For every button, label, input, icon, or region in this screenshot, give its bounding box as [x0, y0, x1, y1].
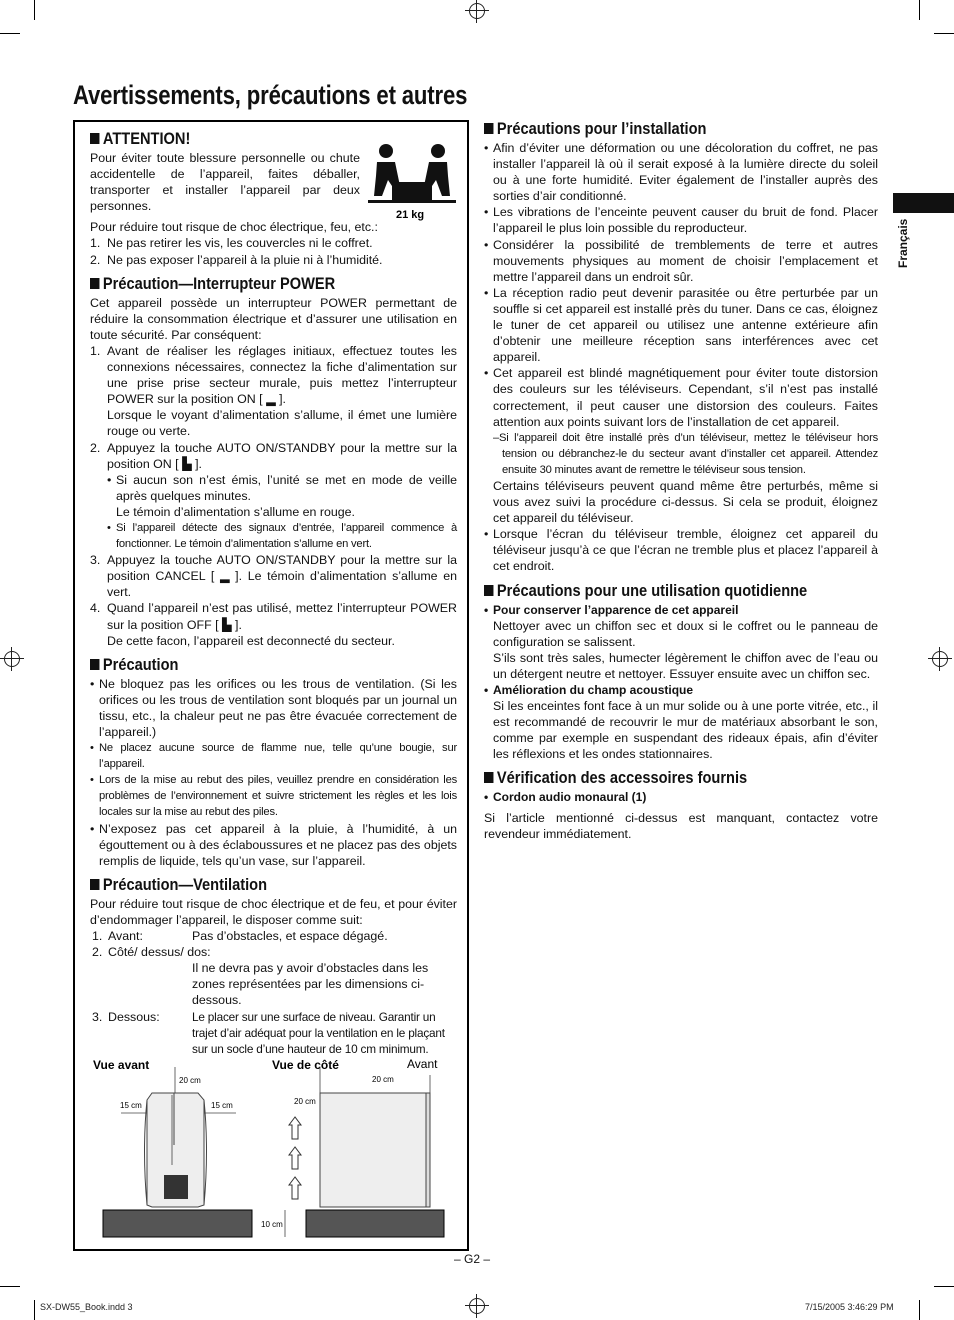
front-view-base	[103, 1210, 252, 1237]
row-value: Pas d’obstacles, et espace dégagé.	[192, 929, 388, 944]
base-height-label: 10 cm	[261, 1220, 283, 1229]
paragraph: S’ils sont très sales, humecter légèrement le chiffon avec de l’eau ou un détergent neutre et nettoyer. Essuyer ensuite avec un chiffon sec.	[493, 650, 878, 681]
precaution-heading: Précaution	[90, 655, 406, 675]
square-bullet-icon	[484, 123, 493, 134]
power-intro: Cet appareil possède un interrupteur POWER permettant de réduire la consommation électrique et d’assurer une utilisation en toute sécurité. Par conséquent:	[90, 295, 457, 342]
front-view-speaker	[121, 1067, 236, 1207]
square-bullet-icon	[484, 772, 493, 783]
side-view-speaker	[320, 1067, 430, 1207]
right-clearance-label: 15 cm	[211, 1101, 233, 1110]
ventilation-diagram	[90, 1055, 452, 1245]
front-view-label: Vue avant	[93, 1058, 150, 1072]
airflow-arrows-icon	[289, 1117, 301, 1199]
daily-use-section	[484, 581, 878, 763]
list-item: • Lors de la mise au rebut des piles, veuillez prendre en considération les problèmes de l’environnement et suivre strictement les règles et les lois locales sur la mise au rebut des piles.	[90, 772, 457, 820]
accessories-heading: Vérification des accessoires fournis	[484, 768, 823, 788]
note-text: –Si l’appareil doit être installé près d’un téléviseur, mettez le téléviseur hors tension ou débranchez-le du secteur avant d’installer cet appareil. Attendez ensuite 30 minutes avant de remettre le téléviseur sous tension.	[493, 431, 878, 476]
attention-section	[90, 129, 457, 268]
crop-mark	[34, 1300, 35, 1320]
ventilation-table: 1. Avant: Pas d’obstacles, et espace dégagé. 2. Côté/ dessus/ dos: Il ne devra pas y avoir d’obstacles dans les zones représentées par les dimensions ci-dessous. 3. Dessous: Le placer sur une surface de niveau. Garantir un trajet d’air adéquat pour la ventilation en le plaçant sur un socle d’une hauteur de 10 cm minimum.	[90, 928, 457, 1057]
square-bullet-icon	[90, 659, 99, 670]
note-text: Certains téléviseurs peuvent quand même être perturbés, même si vous avez suivi la procédure ci-dessus. Si cela se produit, éloignez cet appareil du téléviseur.	[493, 478, 878, 526]
attention-heading: ATTENTION!	[90, 129, 406, 149]
list-item: 3. Appuyez la touche AUTO ON/STANDBY pour la mettre sur la position CANCEL [ ▂ ]. Le témoin d’alimentation s’allume en vert.	[90, 553, 457, 600]
page-title: Avertissements, précautions et autres	[73, 80, 468, 110]
weight-label: 21 kg	[396, 209, 425, 221]
power-off-symbol-icon: ▙	[222, 617, 232, 632]
attention-text-2: Pour réduire tout risque de choc électrique, feu, etc.:	[90, 220, 378, 235]
ventilation-intro: Pour réduire tout risque de choc électrique et de feu, et pour éviter d’endommager l’appareil, le disposer comme suit:	[90, 896, 457, 927]
list-item: • Cet appareil est blindé magnétiquement pour éviter toute distorsion des couleurs sur les téléviseurs. Cependant, s’il n’est pas installé correctement, il peut causer une distorsion des couleurs. Faites attention aux points suivant lors de l’installation de cet appareil. –Si l’appareil doit être installé près d’un téléviseur, mettez le téléviseur hors tension ou débranchez-le du secteur avant d’installer cet appareil. Attendez ensuite 30 minutes avant de remettre le téléviseur sous tension. Certains téléviseurs peuvent quand même être perturbés, même si vous avez suivi la procédure ci-dessus. Si cela se produit, éloignez cet appareil du téléviseur.	[484, 365, 878, 526]
row-value: Le placer sur une surface de niveau. Garantir un trajet d’air adéquat pour la ventilation en le plaçant sur un socle d’une hauteur de 10 cm minimum.	[192, 1009, 445, 1056]
footer-file: SX-DW55_Book.indd 3	[40, 1302, 133, 1312]
row-label: Côté/ dessus/ dos:	[108, 945, 211, 960]
front-direction-label: Avant	[407, 1057, 438, 1071]
list-item: 2. Ne pas exposer l’appareil à la pluie ni à l’humidité.	[90, 252, 383, 267]
list-item: 2. Appuyez la touche AUTO ON/STANDBY pour la mettre sur la position ON [ ▙ ]. • Si aucun son n’est émis, l’unité se met en mode de veille après quelques minutes. Le témoin d’alimentation s’allume en rouge. • Si l’appareil détecte des signaux d’entrée, l’appareil commence à fonctionner. Le témoin d’alimentation s’allume en vert.	[90, 440, 457, 553]
language-label: Français	[896, 218, 910, 268]
registration-mark-icon	[932, 651, 948, 667]
ventilation-section	[90, 875, 457, 1057]
registration-mark-icon	[4, 651, 20, 667]
list-item: 4. Quand l’appareil n’est pas utilisé, mettez l’interrupteur POWER sur la position OFF [ ▙ ]. De cette facon, l’appareil est deconnecté du secteur.	[90, 601, 457, 648]
list-item: • Ne placez aucune source de flamme nue, telle qu’une bougie, sur l’appareil.	[90, 740, 457, 772]
crop-mark	[0, 33, 20, 34]
language-tab	[893, 193, 954, 213]
square-bullet-icon	[90, 278, 99, 289]
side-view-label: Vue de côté	[272, 1058, 339, 1072]
list-item: 1. Avant de réaliser les réglages initiaux, effectuez toutes les connexions nécessaires, connectez la fiche d’alimentation sur une prise prise secteur murale, puis mettez l’interrupteur POWER sur la position ON [ ▂ ]. Lorsque le voyant d’alimentation s’allume, il émet une lumière rouge ou verte.	[90, 343, 457, 439]
crop-mark	[0, 1286, 20, 1287]
list-item: • Les vibrations de l’enceinte peuvent causer du bruit de fond. Placer l’appareil le plus loin possible du reproducteur.	[484, 204, 878, 236]
right-column	[484, 119, 878, 842]
crop-mark	[919, 1300, 920, 1320]
square-bullet-icon	[484, 585, 493, 596]
crop-mark	[919, 0, 920, 20]
power-on-symbol-icon: ▂	[266, 392, 276, 407]
list-item: • N’exposez pas cet appareil à la pluie, à l’humidité, à un égouttement ou à des éclaboussures et ne placez pas des objets remplis de liquide, tels qu’un vase, sur l’appareil.	[90, 821, 457, 869]
square-bullet-icon	[90, 879, 99, 890]
daily-use-heading: Précautions pour une utilisation quotidienne	[484, 581, 823, 601]
back-clearance-label: 20 cm	[294, 1097, 316, 1106]
crop-mark	[934, 1286, 954, 1287]
registration-mark-icon	[469, 3, 485, 19]
list-item: • Cordon audio monaural (1)	[484, 789, 878, 805]
left-clearance-label: 15 cm	[120, 1101, 142, 1110]
side-view-base	[306, 1210, 444, 1237]
paragraph: Nettoyer avec un chiffon sec et doux si le coffret ou le panneau de configuration se salissent.	[493, 618, 878, 649]
subheading: • Amélioration du champ acoustique	[484, 682, 878, 698]
paragraph: Si l’article mentionné ci-dessus est manquant, contactez votre revendeur immédiatement.	[484, 810, 878, 841]
footer-date: 7/15/2005 3:46:29 PM	[805, 1302, 894, 1312]
row-value: Il ne devra pas y avoir d’obstacles dans les zones représentées par les dimensions ci-dessous.	[192, 961, 429, 1008]
standby-symbol-icon: ▙	[182, 456, 192, 471]
power-section	[90, 274, 457, 649]
crop-mark	[34, 0, 35, 20]
cancel-symbol-icon: ▂	[219, 569, 230, 584]
left-column	[90, 129, 457, 1057]
power-heading: Précaution—Interrupteur POWER	[90, 274, 406, 294]
list-item: • Ne bloquez pas les orifices ou les trous de ventilation. (Si les orifices ou les trous de ventilation sont bloqués par un journal un tissu, etc., la chaleur peut ne pas être évacuée correctement de l’appareil.)	[90, 676, 457, 740]
installation-heading: Précautions pour l’installation	[484, 119, 823, 139]
accessories-section	[484, 768, 878, 841]
registration-mark-icon	[469, 1298, 485, 1314]
two-person-lift-icon	[368, 142, 458, 226]
list-item: • La réception radio peut devenir parasitée ou être perturbée par un souffle si cet appareil est installé près du tuner. Dans ce cas, éloignez le tuner de cet appareil ou utilisez une antenne extérieure afin d’obtenir une meilleure réception sans interférences avec cet appareil.	[484, 285, 878, 365]
paragraph: Si les enceintes font face à un mur solide ou à une porte vitrée, etc., il est recommandé de recouvrir le mur de matériaux absorbant le son, comme par exemple en suspendant des rideaux épais, afin d’éviter les réflexions et les ondes stationnaires.	[493, 699, 878, 762]
list-item: • Si aucun son n’est émis, l’unité se met en mode de veille après quelques minutes. Le témoin d’alimentation s’allume en rouge.	[107, 472, 457, 520]
installation-section	[484, 119, 878, 575]
list-item: • Considérer la possibilité de tremblements de terre et autres mouvements physiques au moment de choisir l’emplacement et mettre l’appareil dans un endroit sûr.	[484, 237, 878, 285]
subheading: • Pour conserver l’apparence de cet appareil	[484, 602, 878, 618]
row-label: Avant:	[108, 929, 143, 944]
ventilation-heading: Précaution—Ventilation	[90, 875, 406, 895]
list-item: • Lorsque l’écran du téléviseur tremble, éloignez cet appareil du téléviseur jusqu’à ce que l’écran ne tremble plus et placez l’appareil à cet endroit.	[484, 526, 878, 574]
attention-text: Pour éviter toute blessure personnelle ou chute accidentelle de l’appareil, faites déballer, transporter et installer l’appareil par deux personnes.	[90, 151, 360, 214]
list-item: • Si l’appareil détecte des signaux d’entrée, l’appareil commence à fonctionner. Le témoin d’alimentation s’allume en vert.	[107, 520, 457, 552]
page-number: – G2 –	[454, 1252, 491, 1266]
square-bullet-icon	[90, 133, 99, 144]
side-top-clearance-label: 20 cm	[372, 1075, 394, 1084]
row-label: Dessous:	[108, 1009, 160, 1024]
top-clearance-label: 20 cm	[179, 1076, 201, 1085]
precaution-section	[90, 655, 457, 869]
list-item: • Afin d’éviter une déformation ou une décoloration du coffret, ne pas installer l’appareil là où il serait exposé à la lumière directe du soleil ou à une forte humidité. Eviter également de l’installer auprès des sorties d’air conditionné.	[484, 140, 878, 204]
crop-mark	[934, 33, 954, 34]
list-item: 1. Ne pas retirer les vis, les couvercles ni le coffret.	[90, 236, 373, 251]
